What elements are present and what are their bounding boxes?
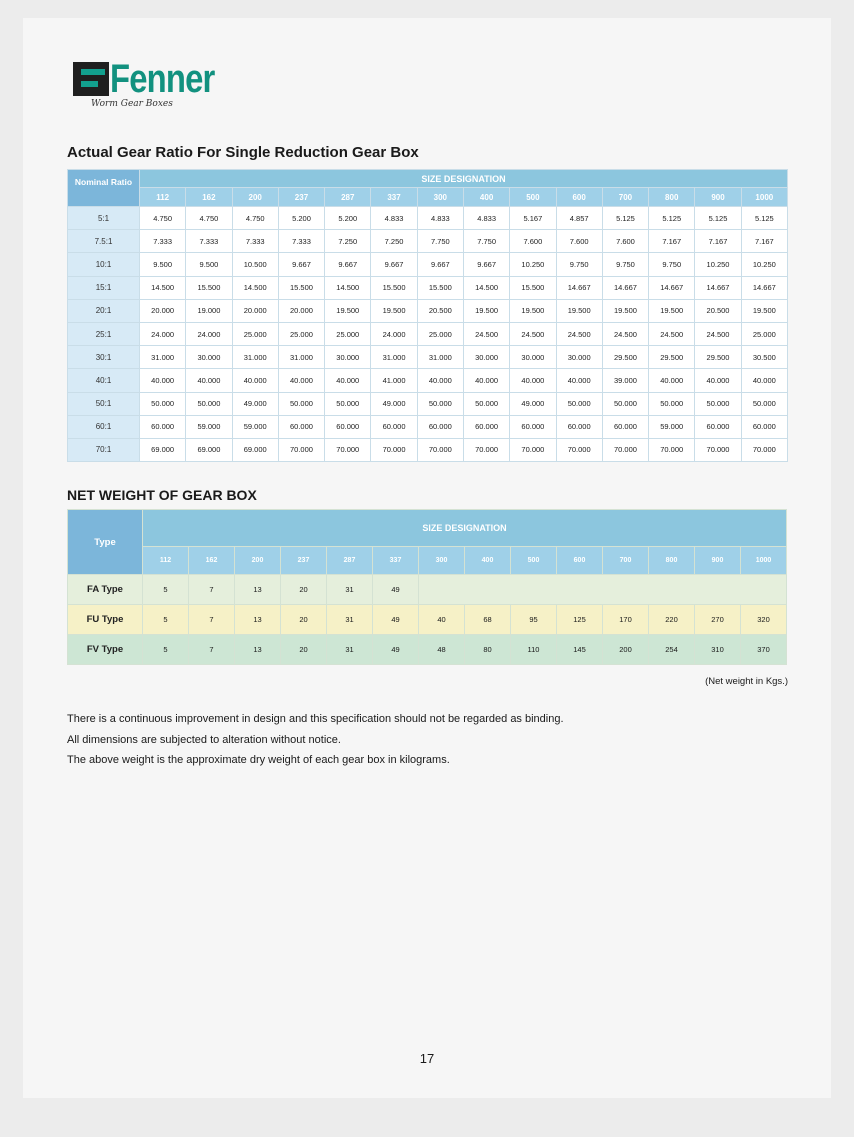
ratio-label: 25:1 xyxy=(68,322,140,345)
ratio-cell: 30.000 xyxy=(510,346,556,369)
ratio-cell: 69.000 xyxy=(186,438,232,461)
ratio-cell: 7.250 xyxy=(325,230,371,253)
size-header-cell: 700 xyxy=(602,188,648,207)
ratio-cell: 60.000 xyxy=(278,415,324,438)
ratio-cell: 19.500 xyxy=(325,299,371,322)
ratio-cell: 24.500 xyxy=(602,322,648,345)
weight-cell: 80 xyxy=(465,635,511,665)
ratio-cell: 10.250 xyxy=(695,253,741,276)
weight-cell: 68 xyxy=(465,605,511,635)
weight-cell: 20 xyxy=(281,635,327,665)
ratio-cell: 5.125 xyxy=(602,207,648,230)
ratio-cell: 4.857 xyxy=(556,207,602,230)
table-row xyxy=(68,253,788,276)
weight-cell: 13 xyxy=(235,575,281,605)
ratio-cell: 25.000 xyxy=(417,322,463,345)
size-header-cell: 900 xyxy=(695,547,741,575)
ratio-table-body xyxy=(68,207,788,462)
weight-cell: 310 xyxy=(695,635,741,665)
ratio-cell: 39.000 xyxy=(602,369,648,392)
size-header-cell: 237 xyxy=(281,547,327,575)
table-row xyxy=(68,575,787,605)
ratio-cell: 19.500 xyxy=(463,299,509,322)
ratio-cell: 14.500 xyxy=(232,276,278,299)
weight-table-body xyxy=(68,575,787,665)
ratio-cell: 14.500 xyxy=(463,276,509,299)
ratio-cell: 19.500 xyxy=(741,299,787,322)
ratio-cell: 7.750 xyxy=(463,230,509,253)
ratio-cell: 24.000 xyxy=(140,322,186,345)
remark-line: The above weight is the approximate dry weight of each gear box in kilograms. xyxy=(67,754,450,766)
weight-cell: 20 xyxy=(281,575,327,605)
ratio-cell: 31.000 xyxy=(140,346,186,369)
ratio-label: 30:1 xyxy=(68,346,140,369)
size-header-cell: 800 xyxy=(649,188,695,207)
weight-cell: 49 xyxy=(373,575,419,605)
size-header-cell: 400 xyxy=(463,188,509,207)
weight-cell: 7 xyxy=(189,575,235,605)
table-row xyxy=(68,230,788,253)
ratio-cell: 59.000 xyxy=(186,415,232,438)
ratio-cell: 70.000 xyxy=(417,438,463,461)
ratio-cell: 50.000 xyxy=(741,392,787,415)
ratio-cell: 10.500 xyxy=(232,253,278,276)
table-row xyxy=(68,605,787,635)
weight-unit-note: (Net weight in Kgs.) xyxy=(705,676,788,687)
ratio-cell: 5.200 xyxy=(325,207,371,230)
ratio-cell: 60.000 xyxy=(602,415,648,438)
ratio-cell: 5.200 xyxy=(278,207,324,230)
ratio-cell: 31.000 xyxy=(278,346,324,369)
ratio-cell: 30.000 xyxy=(325,346,371,369)
table-row xyxy=(68,392,788,415)
ratio-cell: 40.000 xyxy=(186,369,232,392)
ratio-label: 10:1 xyxy=(68,253,140,276)
ratio-cell: 60.000 xyxy=(510,415,556,438)
size-header-cell: 900 xyxy=(695,188,741,207)
ratio-label: 60:1 xyxy=(68,415,140,438)
ratio-cell: 31.000 xyxy=(232,346,278,369)
ratio-cell: 31.000 xyxy=(371,346,417,369)
ratio-cell: 40.000 xyxy=(741,369,787,392)
remark-line: There is a continuous improvement in design and this specification should not be regarded as binding. xyxy=(67,713,564,725)
size-header-cell: 162 xyxy=(186,188,232,207)
ratio-cell: 60.000 xyxy=(140,415,186,438)
remarks xyxy=(67,709,564,771)
size-header-cell: 600 xyxy=(557,547,603,575)
nominal-ratio-header: Nominal Ratio xyxy=(68,170,140,207)
ratio-label: 7.5:1 xyxy=(68,230,140,253)
ratio-cell: 25.000 xyxy=(278,322,324,345)
ratio-cell: 29.500 xyxy=(649,346,695,369)
ratio-cell: 7.333 xyxy=(186,230,232,253)
weight-cell: 7 xyxy=(189,635,235,665)
ratio-cell: 50.000 xyxy=(463,392,509,415)
ratio-cell: 40.000 xyxy=(556,369,602,392)
ratio-cell: 70.000 xyxy=(510,438,556,461)
weight-cell: 7 xyxy=(189,605,235,635)
ratio-cell: 19.500 xyxy=(556,299,602,322)
size-header-cell: 800 xyxy=(649,547,695,575)
weight-cell: 49 xyxy=(373,635,419,665)
ratio-cell: 60.000 xyxy=(556,415,602,438)
ratio-cell: 69.000 xyxy=(140,438,186,461)
ratio-cell: 24.500 xyxy=(695,322,741,345)
ratio-cell: 7.250 xyxy=(371,230,417,253)
ratio-cell: 50.000 xyxy=(417,392,463,415)
type-label: FV Type xyxy=(68,635,143,665)
ratio-cell: 60.000 xyxy=(325,415,371,438)
size-header-cell: 200 xyxy=(235,547,281,575)
ratio-cell: 7.600 xyxy=(510,230,556,253)
weight-cell: 49 xyxy=(373,605,419,635)
weight-cell: 270 xyxy=(695,605,741,635)
ratio-cell: 14.667 xyxy=(649,276,695,299)
ratio-label: 50:1 xyxy=(68,392,140,415)
fenner-logo xyxy=(73,57,237,109)
ratio-cell: 40.000 xyxy=(417,369,463,392)
ratio-cell: 30.000 xyxy=(463,346,509,369)
size-header-cell: 600 xyxy=(556,188,602,207)
weight-cell: 31 xyxy=(327,605,373,635)
ratio-label: 40:1 xyxy=(68,369,140,392)
size-header-cell: 337 xyxy=(373,547,419,575)
ratio-cell: 15.500 xyxy=(371,276,417,299)
ratio-cell: 60.000 xyxy=(371,415,417,438)
ratio-cell: 70.000 xyxy=(649,438,695,461)
ratio-cell: 50.000 xyxy=(602,392,648,415)
ratio-cell: 70.000 xyxy=(602,438,648,461)
ratio-cell: 19.500 xyxy=(510,299,556,322)
weight-cell: 145 xyxy=(557,635,603,665)
size-header-cell: 112 xyxy=(140,188,186,207)
size-header-row xyxy=(68,188,788,207)
size-header-cell: 300 xyxy=(417,188,463,207)
ratio-cell: 70.000 xyxy=(695,438,741,461)
ratio-cell: 29.500 xyxy=(602,346,648,369)
ratio-cell: 20.000 xyxy=(278,299,324,322)
ratio-cell: 50.000 xyxy=(140,392,186,415)
ratio-cell: 50.000 xyxy=(278,392,324,415)
gear-ratio-table xyxy=(67,169,788,462)
brand-name: Fenner xyxy=(110,57,215,101)
size-header-cell: 287 xyxy=(325,188,371,207)
ratio-label: 15:1 xyxy=(68,276,140,299)
ratio-cell: 14.500 xyxy=(325,276,371,299)
weight-cell: 320 xyxy=(741,605,787,635)
ratio-cell: 7.167 xyxy=(741,230,787,253)
ratio-cell: 9.750 xyxy=(556,253,602,276)
weight-cell: 95 xyxy=(511,605,557,635)
ratio-cell: 15.500 xyxy=(417,276,463,299)
table-row xyxy=(68,299,788,322)
ratio-cell: 70.000 xyxy=(325,438,371,461)
ratio-cell: 15.500 xyxy=(510,276,556,299)
ratio-cell: 7.333 xyxy=(278,230,324,253)
ratio-table-title: Actual Gear Ratio For Single Reduction Gear Box xyxy=(67,144,419,161)
ratio-cell: 10.250 xyxy=(741,253,787,276)
weight-cell: 5 xyxy=(143,635,189,665)
ratio-cell: 50.000 xyxy=(325,392,371,415)
ratio-cell: 19.500 xyxy=(602,299,648,322)
ratio-cell: 7.600 xyxy=(602,230,648,253)
table-row xyxy=(68,369,788,392)
ratio-cell: 9.667 xyxy=(463,253,509,276)
ratio-cell: 30.500 xyxy=(741,346,787,369)
weight-cell: 40 xyxy=(419,605,465,635)
ratio-cell: 7.167 xyxy=(695,230,741,253)
size-header-cell: 337 xyxy=(371,188,417,207)
ratio-cell: 40.000 xyxy=(649,369,695,392)
ratio-cell: 70.000 xyxy=(278,438,324,461)
ratio-cell: 4.750 xyxy=(140,207,186,230)
ratio-cell: 4.750 xyxy=(232,207,278,230)
ratio-cell: 70.000 xyxy=(741,438,787,461)
ratio-cell: 9.667 xyxy=(371,253,417,276)
net-weight-table xyxy=(67,509,787,665)
ratio-cell: 4.750 xyxy=(186,207,232,230)
ratio-label: 20:1 xyxy=(68,299,140,322)
ratio-cell: 4.833 xyxy=(417,207,463,230)
ratio-cell: 20.000 xyxy=(140,299,186,322)
weight-cell: 20 xyxy=(281,605,327,635)
ratio-cell: 20.500 xyxy=(417,299,463,322)
ratio-cell: 60.000 xyxy=(695,415,741,438)
ratio-cell: 9.500 xyxy=(140,253,186,276)
ratio-cell: 9.750 xyxy=(649,253,695,276)
ratio-cell: 19.000 xyxy=(186,299,232,322)
size-header-cell: 237 xyxy=(278,188,324,207)
ratio-cell: 14.667 xyxy=(602,276,648,299)
ratio-cell: 40.000 xyxy=(510,369,556,392)
size-header-cell: 200 xyxy=(232,188,278,207)
ratio-cell: 29.500 xyxy=(695,346,741,369)
size-designation-header: SIZE DESIGNATION xyxy=(143,510,787,547)
size-header-cell: 700 xyxy=(603,547,649,575)
table-row xyxy=(68,438,788,461)
ratio-cell: 31.000 xyxy=(417,346,463,369)
table-row xyxy=(68,346,788,369)
table-row xyxy=(68,635,787,665)
weight-cell: 13 xyxy=(235,605,281,635)
ratio-cell: 9.667 xyxy=(417,253,463,276)
ratio-cell: 59.000 xyxy=(232,415,278,438)
ratio-cell: 40.000 xyxy=(278,369,324,392)
ratio-label: 70:1 xyxy=(68,438,140,461)
weight-cell: 48 xyxy=(419,635,465,665)
ratio-cell: 24.000 xyxy=(186,322,232,345)
ratio-cell: 50.000 xyxy=(695,392,741,415)
table-row xyxy=(68,322,788,345)
ratio-cell: 41.000 xyxy=(371,369,417,392)
ratio-cell: 5.167 xyxy=(510,207,556,230)
weight-cell: 5 xyxy=(143,605,189,635)
ratio-cell: 9.500 xyxy=(186,253,232,276)
ratio-cell: 30.000 xyxy=(556,346,602,369)
table-row xyxy=(68,415,788,438)
weight-table-title: NET WEIGHT OF GEAR BOX xyxy=(67,487,257,503)
ratio-cell: 9.750 xyxy=(602,253,648,276)
table-row xyxy=(68,276,788,299)
ratio-cell: 15.500 xyxy=(278,276,324,299)
weight-cell: 370 xyxy=(741,635,787,665)
ratio-cell: 10.250 xyxy=(510,253,556,276)
ratio-cell: 24.500 xyxy=(556,322,602,345)
page xyxy=(23,18,831,1098)
ratio-cell: 40.000 xyxy=(695,369,741,392)
ratio-cell: 4.833 xyxy=(371,207,417,230)
remark-line: All dimensions are subjected to alteration without notice. xyxy=(67,733,341,746)
ratio-cell: 14.667 xyxy=(556,276,602,299)
size-header-cell: 162 xyxy=(189,547,235,575)
ratio-cell: 7.333 xyxy=(232,230,278,253)
ratio-cell: 24.000 xyxy=(371,322,417,345)
ratio-cell: 14.667 xyxy=(695,276,741,299)
type-header: Type xyxy=(68,510,143,575)
ratio-cell: 49.000 xyxy=(232,392,278,415)
weight-cell: 110 xyxy=(511,635,557,665)
ratio-cell: 7.600 xyxy=(556,230,602,253)
ratio-cell: 40.000 xyxy=(325,369,371,392)
ratio-cell: 25.000 xyxy=(325,322,371,345)
ratio-cell: 25.000 xyxy=(232,322,278,345)
ratio-cell: 14.500 xyxy=(140,276,186,299)
table-row xyxy=(68,207,788,230)
size-header-cell: 500 xyxy=(511,547,557,575)
ratio-cell: 9.667 xyxy=(278,253,324,276)
ratio-cell: 5.125 xyxy=(649,207,695,230)
type-label: FU Type xyxy=(68,605,143,635)
ratio-cell: 49.000 xyxy=(371,392,417,415)
size-header-cell: 287 xyxy=(327,547,373,575)
ratio-cell: 60.000 xyxy=(417,415,463,438)
ratio-cell: 40.000 xyxy=(140,369,186,392)
ratio-cell: 19.500 xyxy=(649,299,695,322)
size-header-row xyxy=(68,547,787,575)
weight-cell: 31 xyxy=(327,575,373,605)
ratio-label: 5:1 xyxy=(68,207,140,230)
fenner-logo-mark-icon xyxy=(73,62,109,96)
ratio-cell: 50.000 xyxy=(649,392,695,415)
ratio-cell: 20.000 xyxy=(232,299,278,322)
ratio-cell: 7.750 xyxy=(417,230,463,253)
ratio-cell: 24.500 xyxy=(649,322,695,345)
weight-cell: 13 xyxy=(235,635,281,665)
brand-tagline: Worm Gear Boxes xyxy=(91,99,173,109)
weight-cell: 170 xyxy=(603,605,649,635)
ratio-cell: 25.000 xyxy=(741,322,787,345)
ratio-cell: 49.000 xyxy=(510,392,556,415)
ratio-cell: 5.125 xyxy=(695,207,741,230)
ratio-cell: 50.000 xyxy=(186,392,232,415)
ratio-cell: 19.500 xyxy=(371,299,417,322)
ratio-cell: 7.333 xyxy=(140,230,186,253)
size-designation-header: SIZE DESIGNATION xyxy=(140,170,788,188)
ratio-cell: 59.000 xyxy=(649,415,695,438)
weight-cell: 200 xyxy=(603,635,649,665)
size-header-cell: 112 xyxy=(143,547,189,575)
ratio-cell: 70.000 xyxy=(463,438,509,461)
ratio-cell: 69.000 xyxy=(232,438,278,461)
type-label: FA Type xyxy=(68,575,143,605)
ratio-cell: 7.167 xyxy=(649,230,695,253)
ratio-cell: 70.000 xyxy=(556,438,602,461)
size-header-cell: 300 xyxy=(419,547,465,575)
weight-cell: 254 xyxy=(649,635,695,665)
ratio-cell: 5.125 xyxy=(741,207,787,230)
weight-cell: 125 xyxy=(557,605,603,635)
empty-cell xyxy=(419,575,787,605)
size-header-cell: 1000 xyxy=(741,188,787,207)
weight-cell: 5 xyxy=(143,575,189,605)
ratio-cell: 50.000 xyxy=(556,392,602,415)
page-number: 17 xyxy=(419,1051,435,1066)
weight-cell: 31 xyxy=(327,635,373,665)
size-header-cell: 400 xyxy=(465,547,511,575)
ratio-cell: 40.000 xyxy=(232,369,278,392)
weight-cell: 220 xyxy=(649,605,695,635)
ratio-cell: 20.500 xyxy=(695,299,741,322)
ratio-cell: 9.667 xyxy=(325,253,371,276)
size-header-cell: 1000 xyxy=(741,547,787,575)
ratio-cell: 70.000 xyxy=(371,438,417,461)
ratio-cell: 60.000 xyxy=(463,415,509,438)
ratio-cell: 40.000 xyxy=(463,369,509,392)
ratio-cell: 4.833 xyxy=(463,207,509,230)
ratio-cell: 24.500 xyxy=(510,322,556,345)
ratio-cell: 15.500 xyxy=(186,276,232,299)
ratio-cell: 30.000 xyxy=(186,346,232,369)
ratio-cell: 24.500 xyxy=(463,322,509,345)
ratio-cell: 14.667 xyxy=(741,276,787,299)
ratio-cell: 60.000 xyxy=(741,415,787,438)
size-header-cell: 500 xyxy=(510,188,556,207)
